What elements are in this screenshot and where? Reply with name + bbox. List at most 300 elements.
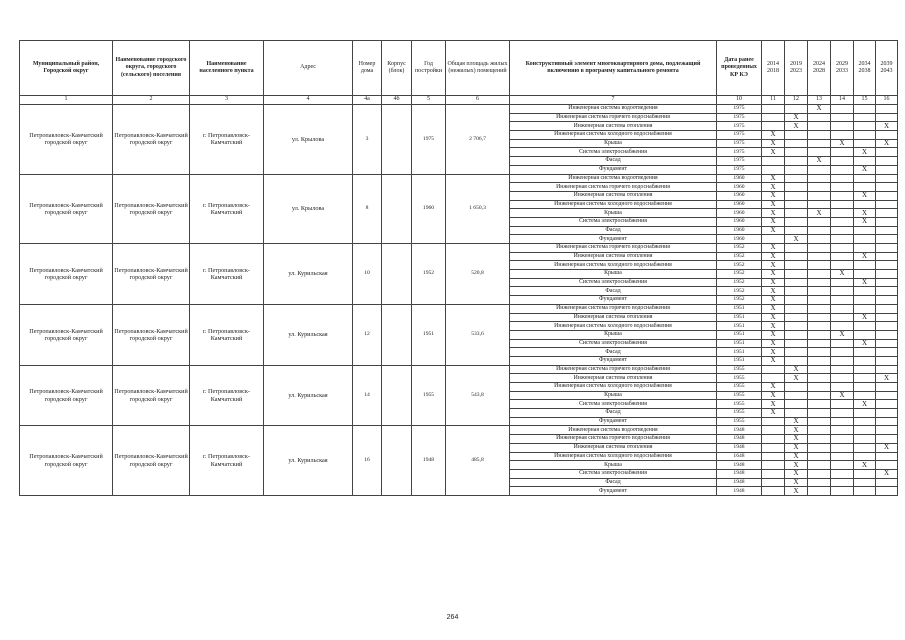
district-cell: Петропавловск-Камчатский городской округ xyxy=(20,244,113,305)
col-header-locality: Наименование населенного пункта xyxy=(190,41,264,96)
period-mark-cell: X xyxy=(831,270,854,279)
period-mark-cell xyxy=(831,304,854,313)
period-mark-cell xyxy=(785,217,808,226)
period-mark-cell xyxy=(876,409,898,418)
period-mark-cell xyxy=(808,400,831,409)
prev-repair-date-cell: 1955 xyxy=(717,409,762,418)
col-number: 2 xyxy=(113,96,190,105)
period-mark-cell xyxy=(762,461,785,470)
period-mark-cell xyxy=(785,296,808,305)
element-name-cell: Инженерная система водоотведения xyxy=(510,426,717,435)
period-mark-cell: X xyxy=(762,278,785,287)
period-mark-cell xyxy=(854,391,876,400)
period-mark-cell: X xyxy=(785,443,808,452)
col-number: 4 xyxy=(264,96,353,105)
col-header-period-2029: 2029 2033 xyxy=(831,41,854,96)
period-mark-cell xyxy=(854,374,876,383)
period-mark-cell xyxy=(808,383,831,392)
period-mark-cell xyxy=(831,348,854,357)
period-mark-cell xyxy=(854,226,876,235)
period-mark-cell xyxy=(831,452,854,461)
period-mark-cell xyxy=(808,452,831,461)
period-mark-cell xyxy=(785,330,808,339)
period-mark-cell xyxy=(876,322,898,331)
prev-repair-date-cell: 1955 xyxy=(717,374,762,383)
period-mark-cell xyxy=(876,487,898,496)
period-mark-cell xyxy=(876,391,898,400)
period-mark-cell xyxy=(854,200,876,209)
col-header-period-2019: 2019 2023 xyxy=(785,41,808,96)
prev-repair-date-cell: 1952 xyxy=(717,261,762,270)
year-cell: 1948 xyxy=(412,426,446,496)
program-table-sheet xyxy=(19,40,898,496)
element-name-cell: Инженерная система отопления xyxy=(510,191,717,200)
period-mark-cell xyxy=(876,157,898,166)
period-mark-cell xyxy=(808,244,831,253)
period-mark-cell: X xyxy=(762,322,785,331)
prev-repair-date-cell: 1975 xyxy=(717,113,762,122)
period-mark-cell: X xyxy=(762,252,785,261)
period-mark-cell xyxy=(762,443,785,452)
period-mark-cell xyxy=(808,348,831,357)
period-mark-cell: X xyxy=(762,244,785,253)
period-mark-cell xyxy=(876,113,898,122)
area-cell: 533,6 xyxy=(446,304,510,365)
period-mark-cell xyxy=(808,322,831,331)
period-mark-cell xyxy=(876,165,898,174)
period-mark-cell xyxy=(785,105,808,114)
element-name-cell: Инженерная система горячего водоснабжения xyxy=(510,304,717,313)
period-mark-cell: X xyxy=(785,461,808,470)
corpus-cell xyxy=(382,426,412,496)
period-mark-cell xyxy=(808,391,831,400)
period-mark-cell: X xyxy=(831,330,854,339)
period-mark-cell xyxy=(808,226,831,235)
period-mark-cell: X xyxy=(785,478,808,487)
settlement-cell: Петропавловск-Камчатский городской округ xyxy=(113,244,190,305)
period-mark-cell xyxy=(831,131,854,140)
period-mark-cell xyxy=(808,174,831,183)
element-name-cell: Крыша xyxy=(510,461,717,470)
prev-repair-date-cell: 1975 xyxy=(717,165,762,174)
period-mark-cell: X xyxy=(762,356,785,365)
period-mark-cell: X xyxy=(762,348,785,357)
prev-repair-date-cell: 1952 xyxy=(717,270,762,279)
period-mark-cell: X xyxy=(854,278,876,287)
period-mark-cell: X xyxy=(762,339,785,348)
corpus-cell xyxy=(382,304,412,365)
period-mark-cell xyxy=(854,356,876,365)
prev-repair-date-cell: 1975 xyxy=(717,105,762,114)
period-mark-cell: X xyxy=(831,139,854,148)
period-mark-cell: X xyxy=(762,313,785,322)
corpus-cell xyxy=(382,174,412,244)
element-name-cell: Фундамент xyxy=(510,417,717,426)
prev-repair-date-cell: 1960 xyxy=(717,191,762,200)
locality-cell: г. Петропавловск-Камчатский xyxy=(190,304,264,365)
period-mark-cell xyxy=(854,113,876,122)
period-mark-cell: X xyxy=(762,409,785,418)
period-mark-cell xyxy=(785,409,808,418)
col-number: 4а xyxy=(353,96,382,105)
prev-repair-date-cell: 1948 xyxy=(717,435,762,444)
prev-repair-date-cell: 1952 xyxy=(717,244,762,253)
period-mark-cell xyxy=(876,461,898,470)
district-cell: Петропавловск-Камчатский городской округ xyxy=(20,174,113,244)
year-cell: 1955 xyxy=(412,365,446,426)
period-mark-cell xyxy=(876,174,898,183)
col-number: 11 xyxy=(762,96,785,105)
district-cell: Петропавловск-Камчатский городской округ xyxy=(20,365,113,426)
period-mark-cell xyxy=(876,304,898,313)
col-header-area: Общая площадь жилых (нежилых) помещений xyxy=(446,41,510,96)
element-name-cell: Инженерная система холодного водоснабжения xyxy=(510,261,717,270)
prev-repair-date-cell: 1951 xyxy=(717,339,762,348)
prev-repair-date-cell: 1960 xyxy=(717,226,762,235)
element-name-cell: Инженерная система горячего водоснабжения xyxy=(510,113,717,122)
col-number: 12 xyxy=(785,96,808,105)
corpus-cell xyxy=(382,244,412,305)
element-name-cell: Фундамент xyxy=(510,296,717,305)
prev-repair-date-cell: 1948 xyxy=(717,426,762,435)
element-name-cell: Инженерная система отопления xyxy=(510,313,717,322)
house-number-cell: 14 xyxy=(353,365,382,426)
period-mark-cell xyxy=(762,478,785,487)
period-mark-cell xyxy=(785,391,808,400)
period-mark-cell xyxy=(854,261,876,270)
period-mark-cell xyxy=(785,304,808,313)
col-number: 3 xyxy=(190,96,264,105)
period-mark-cell xyxy=(831,244,854,253)
period-mark-cell xyxy=(831,383,854,392)
period-mark-cell xyxy=(785,148,808,157)
period-mark-cell xyxy=(831,226,854,235)
period-mark-cell xyxy=(808,365,831,374)
prev-repair-date-cell: 1951 xyxy=(717,330,762,339)
prev-repair-date-cell: 1960 xyxy=(717,217,762,226)
period-mark-cell xyxy=(762,426,785,435)
prev-repair-date-cell: 1955 xyxy=(717,383,762,392)
period-mark-cell xyxy=(876,383,898,392)
col-header-house-number: Номер дома xyxy=(353,41,382,96)
period-mark-cell xyxy=(762,235,785,244)
settlement-cell: Петропавловск-Камчатский городской округ xyxy=(113,105,190,175)
period-mark-cell xyxy=(854,287,876,296)
period-mark-cell xyxy=(785,313,808,322)
period-mark-cell xyxy=(785,322,808,331)
element-name-cell: Инженерная система холодного водоснабжения xyxy=(510,200,717,209)
period-mark-cell xyxy=(854,435,876,444)
element-name-cell: Инженерная система водоотведения xyxy=(510,105,717,114)
period-mark-cell xyxy=(785,252,808,261)
period-mark-cell: X xyxy=(762,139,785,148)
col-header-element: Конструктивный элемент многоквартирного дома, подлежащий включению в программу капитального ремонта xyxy=(510,41,717,96)
col-number: 14 xyxy=(831,96,854,105)
period-mark-cell xyxy=(876,209,898,218)
address-cell: ул. Курильская xyxy=(264,304,353,365)
col-header-period-2024: 2024 2028 xyxy=(808,41,831,96)
period-mark-cell xyxy=(808,409,831,418)
prev-repair-date-cell: 1955 xyxy=(717,400,762,409)
col-number: 15 xyxy=(854,96,876,105)
period-mark-cell xyxy=(876,400,898,409)
year-cell: 1951 xyxy=(412,304,446,365)
period-mark-cell: X xyxy=(854,400,876,409)
element-name-cell: Инженерная система холодного водоснабжения xyxy=(510,322,717,331)
period-mark-cell: X xyxy=(785,365,808,374)
house-number-cell: 3 xyxy=(353,105,382,175)
period-mark-cell xyxy=(854,348,876,357)
period-mark-cell: X xyxy=(785,417,808,426)
period-mark-cell xyxy=(831,417,854,426)
period-mark-cell xyxy=(876,365,898,374)
house-number-cell: 12 xyxy=(353,304,382,365)
period-mark-cell: X xyxy=(762,287,785,296)
period-mark-cell xyxy=(831,322,854,331)
period-mark-cell: X xyxy=(762,391,785,400)
period-mark-cell xyxy=(876,348,898,357)
address-cell: ул. Курильская xyxy=(264,244,353,305)
period-mark-cell: X xyxy=(831,391,854,400)
prev-repair-date-cell: 1952 xyxy=(717,252,762,261)
period-mark-cell xyxy=(762,122,785,131)
district-cell: Петропавловск-Камчатский городской округ xyxy=(20,304,113,365)
period-mark-cell: X xyxy=(854,313,876,322)
period-mark-cell xyxy=(762,452,785,461)
element-name-cell: Крыша xyxy=(510,270,717,279)
period-mark-cell: X xyxy=(762,200,785,209)
capital-repair-table xyxy=(19,40,898,496)
prev-repair-date-cell: 1948 xyxy=(717,469,762,478)
period-mark-cell: X xyxy=(785,235,808,244)
element-name-cell: Фасад xyxy=(510,348,717,357)
period-mark-cell xyxy=(854,426,876,435)
prev-repair-date-cell: 1975 xyxy=(717,131,762,140)
period-mark-cell xyxy=(808,478,831,487)
col-header-corpus: Корпус (блок) xyxy=(382,41,412,96)
prev-repair-date-cell: 1951 xyxy=(717,304,762,313)
period-mark-cell: X xyxy=(762,261,785,270)
prev-repair-date-cell: 1960 xyxy=(717,235,762,244)
settlement-cell: Петропавловск-Камчатский городской округ xyxy=(113,174,190,244)
period-mark-cell xyxy=(876,330,898,339)
period-mark-cell xyxy=(831,356,854,365)
period-mark-cell xyxy=(831,374,854,383)
period-mark-cell xyxy=(854,443,876,452)
period-mark-cell xyxy=(762,157,785,166)
corpus-cell xyxy=(382,105,412,175)
district-cell: Петропавловск-Камчатский городской округ xyxy=(20,426,113,496)
col-header-period-2034: 2034 2038 xyxy=(854,41,876,96)
period-mark-cell: X xyxy=(854,191,876,200)
period-mark-cell xyxy=(876,313,898,322)
element-name-cell: Фасад xyxy=(510,478,717,487)
prev-repair-date-cell: 1975 xyxy=(717,148,762,157)
col-header-prev-repair-date: Дата ранее проведенных КР КЭ xyxy=(717,41,762,96)
period-mark-cell xyxy=(762,417,785,426)
period-mark-cell xyxy=(876,417,898,426)
locality-cell: г. Петропавловск-Камчатский xyxy=(190,426,264,496)
period-mark-cell: X xyxy=(762,148,785,157)
col-number: 6 xyxy=(446,96,510,105)
period-mark-cell: X xyxy=(762,330,785,339)
element-name-cell: Фасад xyxy=(510,287,717,296)
period-mark-cell xyxy=(808,339,831,348)
prev-repair-date-cell: 1952 xyxy=(717,296,762,305)
address-cell: ул. Курильская xyxy=(264,365,353,426)
period-mark-cell xyxy=(876,183,898,192)
period-mark-cell xyxy=(785,270,808,279)
period-mark-cell xyxy=(762,374,785,383)
period-mark-cell: X xyxy=(785,374,808,383)
period-mark-cell xyxy=(808,287,831,296)
period-mark-cell xyxy=(854,157,876,166)
period-mark-cell: X xyxy=(762,217,785,226)
period-mark-cell xyxy=(808,200,831,209)
period-mark-cell: X xyxy=(785,435,808,444)
period-mark-cell xyxy=(808,374,831,383)
col-number: 16 xyxy=(876,96,898,105)
settlement-cell: Петропавловск-Камчатский городской округ xyxy=(113,426,190,496)
period-mark-cell xyxy=(831,148,854,157)
period-mark-cell: X xyxy=(876,443,898,452)
element-name-cell: Инженерная система горячего водоснабжения xyxy=(510,435,717,444)
locality-cell: г. Петропавловск-Камчатский xyxy=(190,174,264,244)
table-row xyxy=(20,174,898,183)
element-name-cell: Инженерная система горячего водоснабжения xyxy=(510,183,717,192)
period-mark-cell xyxy=(854,174,876,183)
period-mark-cell xyxy=(785,139,808,148)
col-header-address: Адрес xyxy=(264,41,353,96)
table-row xyxy=(20,365,898,374)
period-mark-cell: X xyxy=(854,339,876,348)
period-mark-cell xyxy=(762,469,785,478)
area-cell: 2 706,7 xyxy=(446,105,510,175)
period-mark-cell: X xyxy=(876,122,898,131)
element-name-cell: Инженерная система водоотведения xyxy=(510,174,717,183)
period-mark-cell: X xyxy=(808,105,831,114)
period-mark-cell xyxy=(876,200,898,209)
period-mark-cell xyxy=(854,383,876,392)
element-name-cell: Инженерная система горячего водоснабжения xyxy=(510,244,717,253)
period-mark-cell xyxy=(854,235,876,244)
page-number: 264 xyxy=(446,614,459,621)
locality-cell: г. Петропавловск-Камчатский xyxy=(190,365,264,426)
period-mark-cell xyxy=(808,469,831,478)
element-name-cell: Фундамент xyxy=(510,356,717,365)
prev-repair-date-cell: 1948 xyxy=(717,443,762,452)
period-mark-cell xyxy=(876,252,898,261)
period-mark-cell xyxy=(876,131,898,140)
address-cell: ул. Крылова xyxy=(264,105,353,175)
period-mark-cell xyxy=(854,487,876,496)
table-row xyxy=(20,304,898,313)
period-mark-cell xyxy=(854,417,876,426)
period-mark-cell: X xyxy=(785,426,808,435)
period-mark-cell xyxy=(854,478,876,487)
period-mark-cell xyxy=(831,469,854,478)
prev-repair-date-cell: 1960 xyxy=(717,209,762,218)
area-cell: 543,8 xyxy=(446,365,510,426)
period-mark-cell xyxy=(876,478,898,487)
prev-repair-date-cell: 1951 xyxy=(717,322,762,331)
period-mark-cell xyxy=(808,426,831,435)
period-mark-cell xyxy=(808,165,831,174)
period-mark-cell xyxy=(831,157,854,166)
period-mark-cell xyxy=(831,365,854,374)
element-name-cell: Система электроснабжения xyxy=(510,400,717,409)
period-mark-cell xyxy=(876,235,898,244)
element-name-cell: Крыша xyxy=(510,330,717,339)
element-name-cell: Фасад xyxy=(510,157,717,166)
period-mark-cell xyxy=(808,443,831,452)
period-mark-cell xyxy=(785,183,808,192)
period-mark-cell xyxy=(762,365,785,374)
col-number: 10 xyxy=(717,96,762,105)
period-mark-cell xyxy=(831,478,854,487)
year-cell: 1960 xyxy=(412,174,446,244)
period-mark-cell xyxy=(854,452,876,461)
period-mark-cell xyxy=(854,365,876,374)
period-mark-cell xyxy=(808,131,831,140)
period-mark-cell xyxy=(808,252,831,261)
element-name-cell: Инженерная система холодного водоснабжения xyxy=(510,452,717,461)
element-name-cell: Фасад xyxy=(510,226,717,235)
period-mark-cell xyxy=(831,209,854,218)
period-mark-cell xyxy=(831,235,854,244)
period-mark-cell xyxy=(808,217,831,226)
house-number-cell: 10 xyxy=(353,244,382,305)
district-cell: Петропавловск-Камчатский городской округ xyxy=(20,105,113,175)
period-mark-cell xyxy=(808,417,831,426)
period-mark-cell xyxy=(831,409,854,418)
table-body xyxy=(20,105,898,496)
period-mark-cell xyxy=(785,400,808,409)
period-mark-cell: X xyxy=(762,191,785,200)
period-mark-cell xyxy=(785,356,808,365)
period-mark-cell: X xyxy=(785,452,808,461)
house-number-cell: 16 xyxy=(353,426,382,496)
period-mark-cell xyxy=(831,191,854,200)
element-name-cell: Крыша xyxy=(510,139,717,148)
period-mark-cell xyxy=(785,165,808,174)
element-name-cell: Инженерная система отопления xyxy=(510,252,717,261)
period-mark-cell: X xyxy=(762,226,785,235)
period-mark-cell xyxy=(785,278,808,287)
period-mark-cell: X xyxy=(762,296,785,305)
element-name-cell: Фундамент xyxy=(510,235,717,244)
period-mark-cell xyxy=(785,383,808,392)
period-mark-cell: X xyxy=(762,131,785,140)
prev-repair-date-cell: 1952 xyxy=(717,287,762,296)
period-mark-cell xyxy=(876,244,898,253)
period-mark-cell xyxy=(854,139,876,148)
period-mark-cell: X xyxy=(762,304,785,313)
element-name-cell: Инженерная система холодного водоснабжения xyxy=(510,383,717,392)
period-mark-cell xyxy=(876,287,898,296)
corpus-cell xyxy=(382,365,412,426)
address-cell: ул. Курильская xyxy=(264,426,353,496)
period-mark-cell xyxy=(831,461,854,470)
element-name-cell: Фасад xyxy=(510,409,717,418)
period-mark-cell: X xyxy=(854,217,876,226)
period-mark-cell xyxy=(831,261,854,270)
period-mark-cell: X xyxy=(762,174,785,183)
period-mark-cell xyxy=(876,426,898,435)
period-mark-cell xyxy=(876,217,898,226)
prev-repair-date-cell: 1948 xyxy=(717,487,762,496)
period-mark-cell xyxy=(876,191,898,200)
